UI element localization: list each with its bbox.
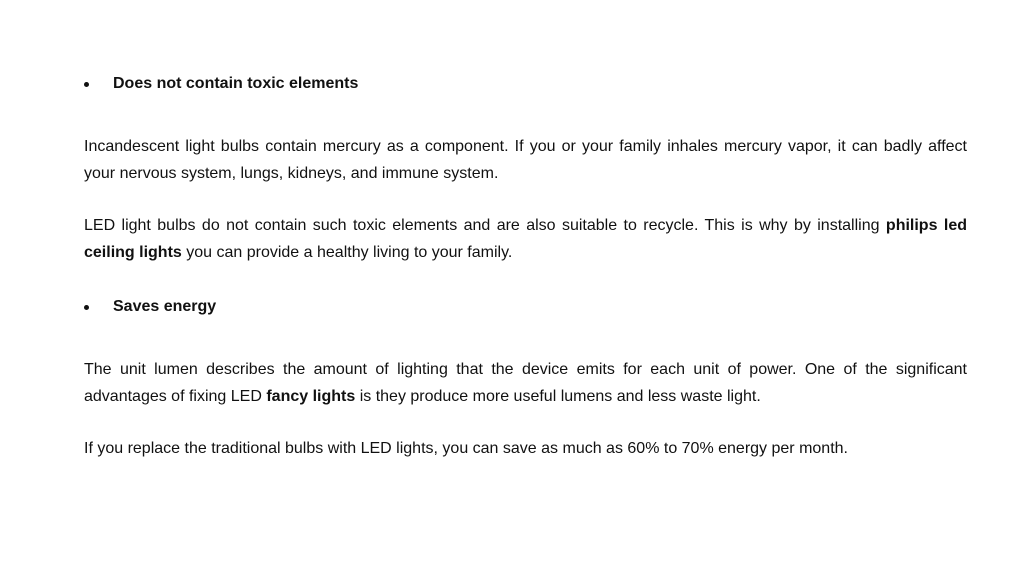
bullet-icon [84,82,89,87]
paragraph-text: Incandescent light bulbs contain mercury as a component. If you or your family inhales mercury vapor, it can badly affect your nervous system, lungs, kidneys, and immune system. [84,138,967,182]
paragraph-text: If you replace the traditional bulbs with LED lights, you can save as much as 60% to 70% energy per month. [84,440,848,457]
bullet-item-energy [84,296,967,318]
paragraph-mercury [84,134,967,187]
bullet-heading: Does not contain toxic elements [113,75,359,92]
bullet-icon [84,305,89,310]
paragraph-lumen [84,357,967,410]
paragraph-text: you can provide a healthy living to your family. [181,243,513,261]
bullet-heading: Saves energy [113,298,217,315]
paragraph-led-toxic [84,213,967,266]
bullet-item-toxic [84,73,967,95]
paragraph-savings [84,436,967,463]
paragraph-text: The unit lumen describes the amount of lighting that the device emits for each unit of power. One of the significant advantages of fixing LED [84,361,967,405]
keyword-philips-led-ceiling-lights: philips led ceiling lights [84,217,967,261]
paragraph-text: LED light bulbs do not contain such toxic elements and are also suitable to recycle. This is why by installing [84,217,886,234]
keyword-fancy-lights: fancy lights [266,387,356,405]
paragraph-text: is they produce more useful lumens and less waste light. [355,387,761,405]
